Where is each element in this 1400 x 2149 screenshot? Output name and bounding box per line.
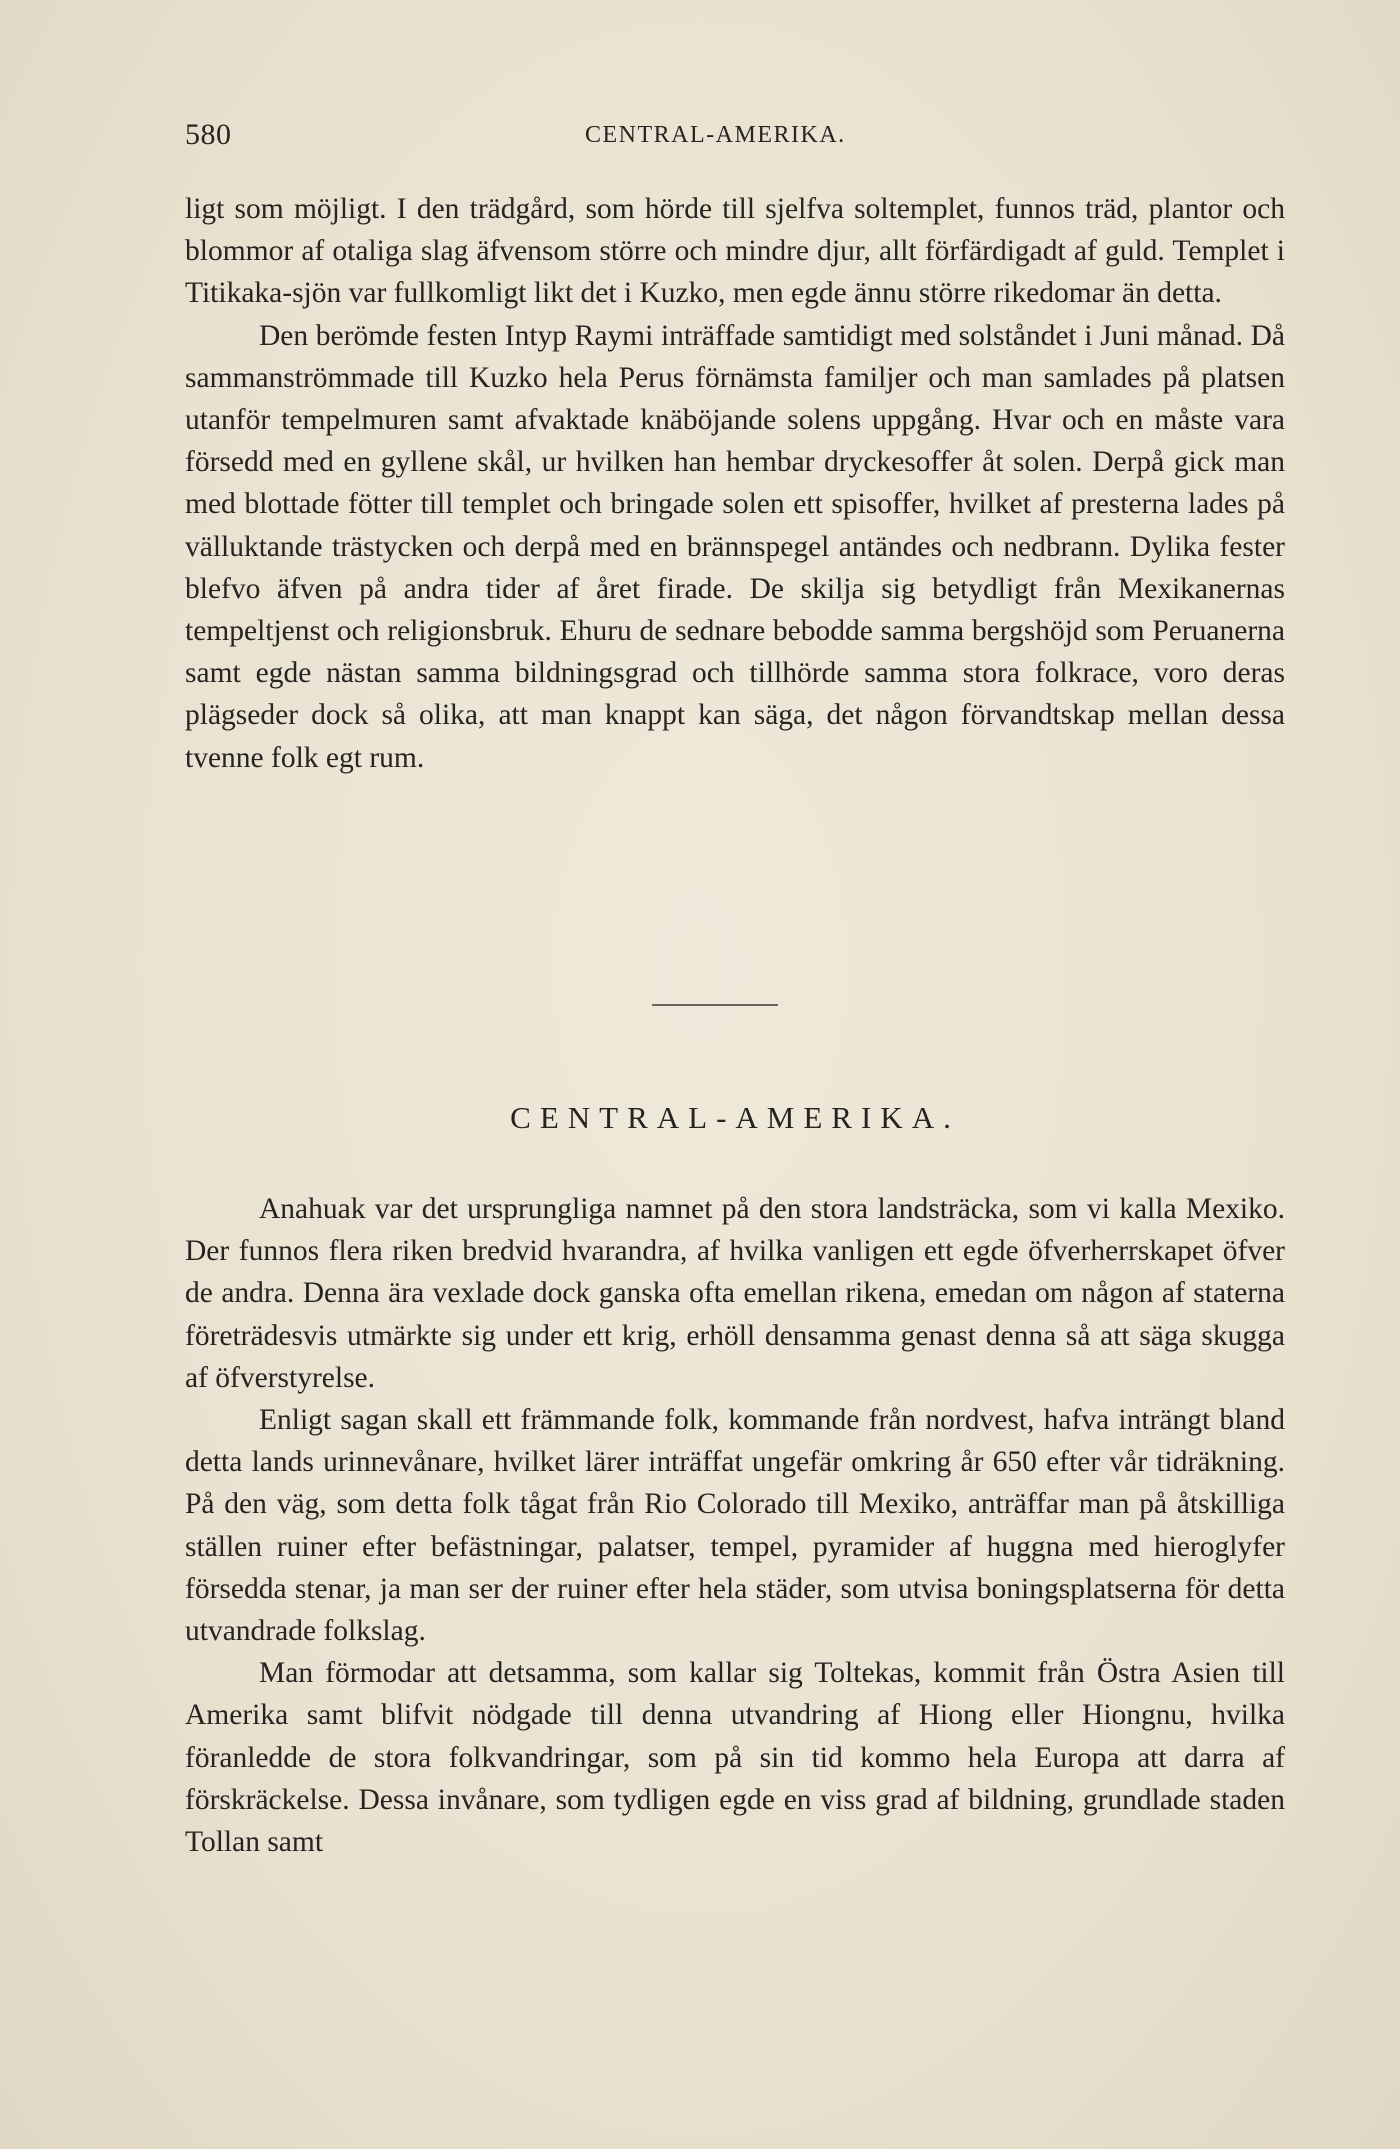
paragraph: ligt som möjligt. I den trädgård, som hörde till sjelfva soltemplet, funnos träd, plantor och blommor af otaliga slag äfvensom större och mindre djur, allt förfärdigadt af guld. Templet i Titikaka-sjön var fullkomligt likt det i Kuzko, men egde ännu större rikedomar än detta.	[185, 193, 1285, 310]
paragraph: Anahuak var det ursprungliga namnet på den stora landsträcka, som vi kalla Mexiko. Der funnos flera riken bredvid hvarandra, af hvilka vanligen ett egde öfverherrskapet öfver de andra. Denna ära vexlade dock ganska ofta emellan rikena, emedan om någon af staterna företrädesvis utmärkte sig under ett krig, erhöll densamma genast denna så att säga skugga af öfverstyrelse.	[185, 1193, 1285, 1394]
running-head: CENTRAL-AMERIKA.	[585, 122, 846, 148]
section-title: CENTRAL-AMERIKA.	[510, 1100, 960, 1135]
section-divider	[652, 1004, 778, 1006]
section-body	[185, 1188, 1285, 1863]
paragraph: Enligt sagan skall ett främmande folk, kommande från nordvest, hafva inträngt bland detta lands urinnevånare, hvilket lärer inträffat ungefär omkring år 650 efter vår tidräkning. På den väg, som detta folk tågat från Rio Colorado till Mexiko, anträffar man på åtskilliga ställen ruiner efter befästningar, palatser, tempel, pyramider af huggna med hieroglyfer försedda stenar, ja man ser der ruiner efter hela städer, som utvisa boningsplatserna för detta utvandrade folkslag.	[185, 1404, 1285, 1648]
paragraph: Man förmodar att detsamma, som kallar sig Toltekas, kommit från Östra Asien till Amerika samt blifvit nödgade till denna utvandring af Hiong eller Hiongnu, hvilka föranledde de stora folkvandringar, som på sin tid kommo hela Europa att darra af förskräckelse. Dessa invånare, som tydligen egde en viss grad af bildning, grundlade staden Tollan samt	[185, 1657, 1285, 1859]
continued-text	[185, 188, 1285, 779]
page-number: 580	[185, 118, 232, 151]
page-header	[185, 118, 1285, 158]
paragraph: Den berömde festen Intyp Raymi inträffade samtidigt med solståndet i Juni månad. Då sammanströmmade till Kuzko hela Perus förnämsta familjer och man samlades på platsen utanför tempelmuren samt afvaktade knäböjande solens uppgång. Hvar och en måste vara försedd med en gyllene skål, ur hvilken han hembar dryckesoffer åt solen. Derpå gick man med blottade fötter till templet och bringade solen ett spisoffer, hvilket af presterna lades på välluktande trästycken och derpå med en brännspegel antändes och nedbrann. Dylika fester blefvo äfven på andra tider af året firade. De skilja sig betydligt från Mexikanernas tempeltjenst och religionsbruk. Ehuru de sednare bebodde samma bergshöjd som Peruanerna samt egde nästan samma bildningsgrad och tillhörde samma stora folkrace, voro deras plägseder dock så olika, att man knappt kan säga, det någon förvandtskap mellan dessa tvenne folk egt rum.	[185, 319, 1285, 774]
